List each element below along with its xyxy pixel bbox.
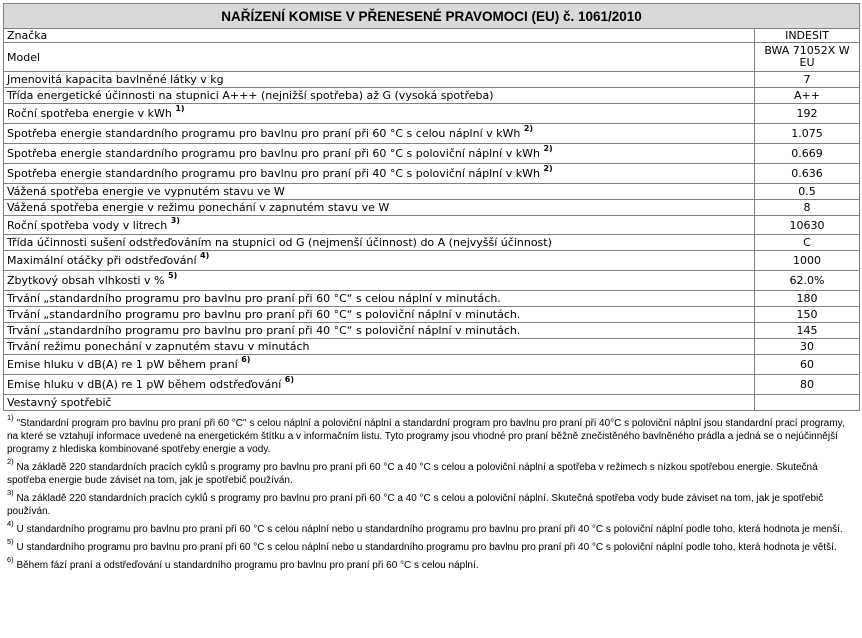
footnote-text: Na základě 220 standardních pracích cyklů s programy pro bavlnu pro praní při 60 °C a 40 °C s celou a poloviční náplní. Skutečná spotřeba vody bude záviset na tom, jak je spotřebič používán. <box>7 493 824 517</box>
row-label <box>4 29 755 43</box>
row-value: 0.669 <box>755 144 860 164</box>
table-row <box>4 307 860 323</box>
footnote-ref: 2) <box>543 144 553 154</box>
row-value: 1000 <box>755 251 860 271</box>
title-row <box>4 4 860 29</box>
footnote-mark: 5) <box>7 536 14 546</box>
row-label <box>4 144 755 164</box>
energy-info-sheet <box>3 3 859 577</box>
row-value: BWA 71052X W EU <box>755 43 860 72</box>
table-row <box>4 184 860 200</box>
table-row <box>4 339 860 355</box>
row-value: C <box>755 235 860 251</box>
footnote-mark: 2) <box>7 456 14 466</box>
table-row <box>4 104 860 124</box>
footnote <box>7 518 859 536</box>
row-value: 145 <box>755 323 860 339</box>
footnote-ref: 5) <box>168 271 178 281</box>
row-value <box>755 395 860 411</box>
footnote-mark: 4) <box>7 518 14 528</box>
row-value: 80 <box>755 375 860 395</box>
row-label-text: Spotřeba energie standardního programu pro bavlnu pro praní při 60 °C s celou náplní v kWh <box>7 127 521 140</box>
row-label-text: Spotřeba energie standardního programu pro bavlnu pro praní při 60 °C s poloviční náplní v kWh <box>7 147 540 160</box>
row-value: 150 <box>755 307 860 323</box>
table-row <box>4 235 860 251</box>
footnotes <box>3 412 859 572</box>
row-label <box>4 72 755 88</box>
table-row <box>4 291 860 307</box>
row-label-text: Trvání „standardního programu pro bavlnu pro praní při 60 °C“ s poloviční náplní v minutách. <box>7 308 521 321</box>
table-row <box>4 72 860 88</box>
row-label-text: Jmenovitá kapacita bavlněné látky v kg <box>7 73 224 86</box>
row-label <box>4 251 755 271</box>
table-row <box>4 124 860 144</box>
footnote-ref: 2) <box>523 124 534 134</box>
row-value: 8 <box>755 200 860 216</box>
row-label-text: Roční spotřeba vody v litrech <box>7 218 168 232</box>
row-label-text: Vážená spotřeba energie ve vypnutém stavu ve W <box>7 185 285 198</box>
row-value: 62.0% <box>755 271 860 291</box>
row-label <box>4 375 755 395</box>
table-row <box>4 164 860 184</box>
row-label <box>4 43 755 72</box>
row-label-text: Roční spotřeba energie v kWh <box>7 107 172 120</box>
table-row <box>4 271 860 291</box>
table-row <box>4 355 860 375</box>
row-value: 0.5 <box>755 184 860 200</box>
table-row <box>4 251 860 271</box>
row-label-text: Trvání „standardního programu pro bavlnu pro praní při 60 °C“ s celou náplní v minutách. <box>7 292 501 305</box>
row-label-text: Zbytkový obsah vlhkosti v % <box>7 274 165 287</box>
row-label <box>4 323 755 339</box>
row-label <box>4 124 755 144</box>
row-label-text: Emise hluku v dB(A) re 1 pW během odstřeďování <box>7 378 282 391</box>
footnote <box>7 487 859 518</box>
row-label <box>4 184 755 200</box>
row-label-text: Trvání „standardního programu pro bavlnu pro praní při 40 °C“ s poloviční náplní v minutách. <box>7 324 521 337</box>
row-label <box>4 291 755 307</box>
row-label-text: Trvání režimu ponechání v zapnutém stavu v minutách <box>7 340 310 353</box>
row-label-text: Maximální otáčky při odstřeďování <box>7 254 197 267</box>
table-row <box>4 395 860 411</box>
row-value: 30 <box>755 339 860 355</box>
table-row <box>4 43 860 72</box>
table-row <box>4 144 860 164</box>
row-label <box>4 339 755 355</box>
row-label-text: Třída energetické účinnosti na stupnici A+++ (nejnižší spotřeba) až G (vysoká spotřeba) <box>7 89 494 102</box>
row-label <box>4 355 755 375</box>
specification-table <box>3 3 860 411</box>
footnote-ref: 3) <box>170 215 180 225</box>
row-value: 1.075 <box>755 124 860 144</box>
footnote-mark: 6) <box>7 554 14 564</box>
footnote-text: "Standardní program pro bavlnu pro praní při 60 °C" s celou náplní a poloviční náplní a standardní program pro bavlnu pro praní při 40°C s poloviční náplní jsou standardní prací programy, na které se vztahují informace uvedené na energetickém štítku a v informačním listu. Tyto programy jsou vhodné pro praní běžně znečistěného bavlněného prádla a jedná se o nejúčinnější programy z hlediska kombinované spotřeby energie a vody. <box>7 418 845 455</box>
footnote <box>7 412 859 456</box>
footnote-ref: 1) <box>175 104 185 114</box>
row-value: 0.636 <box>755 164 860 184</box>
row-label <box>4 104 755 124</box>
table-row <box>4 200 860 216</box>
footnote <box>7 536 859 554</box>
footnote-ref: 2) <box>543 164 553 174</box>
row-label-text: Spotřeba energie standardního programu pro bavlnu pro praní při 40 °C s poloviční náplní v kWh <box>7 167 540 180</box>
row-label <box>4 271 755 291</box>
footnote-mark: 3) <box>7 487 14 497</box>
row-label-text: Model <box>7 50 41 64</box>
footnote-text: U standardního programu pro bavlnu pro praní při 60 °C s celou náplní nebo u standardního programu pro bavlnu pro praní při 40 °C s poloviční náplní podle toho, která hodnota je větší. <box>16 542 837 553</box>
footnote-text: U standardního programu pro bavlnu pro praní při 60 °C s celou náplní nebo u standardního programu pro bavlnu pro praní při 40 °C s poloviční náplní podle toho, která hodnota je menší. <box>16 524 843 535</box>
row-label-text: Vestavný spotřebič <box>7 396 112 409</box>
row-label-text: Vážená spotřeba energie v režimu ponechání v zapnutém stavu ve W <box>7 201 390 214</box>
row-label <box>4 164 755 184</box>
row-label <box>4 395 755 411</box>
row-label <box>4 307 755 323</box>
row-value: 7 <box>755 72 860 88</box>
row-label <box>4 88 755 104</box>
row-value: A++ <box>755 88 860 104</box>
row-value: 192 <box>755 104 860 124</box>
row-value: INDESIT <box>755 29 860 43</box>
footnote-mark: 1) <box>7 412 14 422</box>
footnote-text: Během fází praní a odstřeďování u standardního programu pro bavlnu pro praní při 60 °C s celou náplní. <box>16 560 479 571</box>
row-value: 60 <box>755 355 860 375</box>
table-title: NAŘÍZENÍ KOMISE V PŘENESENÉ PRAVOMOCI (EU) č. 1061/2010 <box>4 4 860 29</box>
row-value: 10630 <box>755 216 860 235</box>
row-label-text: Emise hluku v dB(A) re 1 pW během praní <box>7 358 238 371</box>
table-row <box>4 88 860 104</box>
table-row <box>4 29 860 43</box>
footnote-ref: 6) <box>284 375 294 385</box>
row-label <box>4 235 755 251</box>
row-label-text: Třída účinnosti sušení odstřeďováním na stupnici od G (nejmenší účinnost) do A (nejvyšší účinnost) <box>7 236 552 249</box>
row-label-text: Značka <box>7 29 48 42</box>
row-value: 180 <box>755 291 860 307</box>
footnote-text: Na základě 220 standardních pracích cyklů s programy pro bavlnu pro praní při 60 °C a 40 °C s celou a poloviční náplní a spotřeba v režimech s nízkou spotřebou energie. Skutečná spotřeba energie bude záviset na tom, jak je spotřebič používán. <box>7 462 818 486</box>
footnote <box>7 456 859 487</box>
table-row <box>4 323 860 339</box>
footnote <box>7 554 859 572</box>
footnote-ref: 6) <box>241 355 251 365</box>
table-row <box>4 375 860 395</box>
row-label <box>4 200 755 216</box>
table-row <box>4 216 860 235</box>
footnote-ref: 4) <box>200 251 210 261</box>
row-label <box>4 216 755 235</box>
